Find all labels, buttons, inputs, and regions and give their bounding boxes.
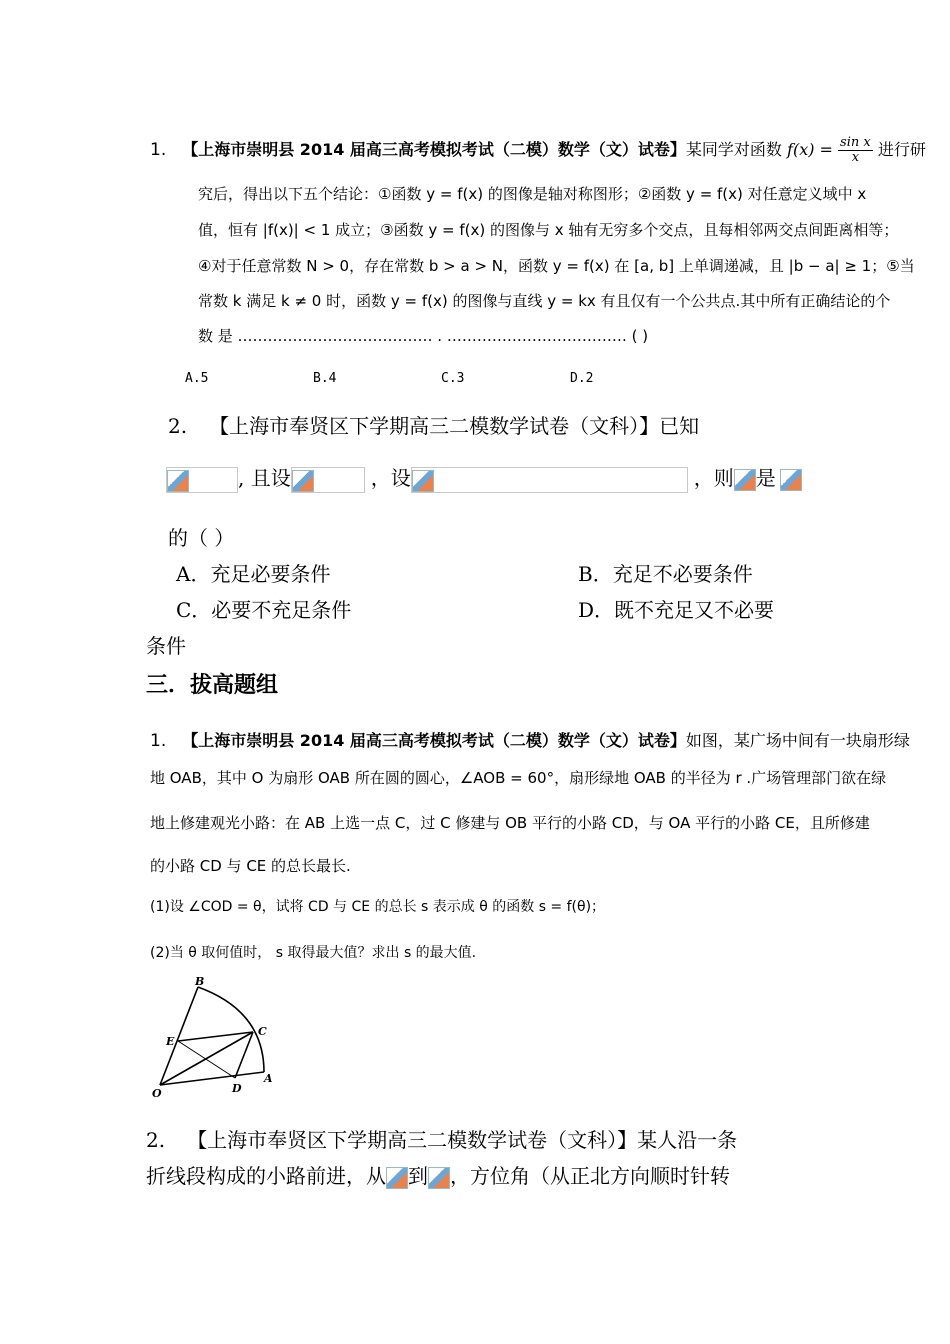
q1-option-d: D.2 [570,371,594,386]
sector-figure [140,975,290,1100]
p2-text-2c: ，方位角（从正北方向顺时针转 [450,1164,730,1188]
label-a: A [264,1072,273,1085]
radius-oa [160,1072,264,1085]
q1-fraction: $\frac{\text{sin x}}{x}$ [840,135,871,165]
q1-line5: 常数 k 满足 k ≠ 0 时，函数 y = f(x) 的图像与直线 y = kx 有且仅有一个公共点.其中所有正确结论的个 [198,292,891,310]
q1-intro: 某同学对函数 [685,140,782,159]
p2-text-2b: 到 [408,1164,428,1188]
q2-option-d: D．既不充足又不必要 [578,598,775,622]
segment-cd [235,1032,253,1078]
q1-option-c: C.3 [441,371,465,386]
q1-line6: 数 是 ………………………………… . ……………………………… ( ) [198,327,649,345]
p1-sub2: (2)当 θ 取何值时， s 取得最大值？求出 s 的最大值. [150,945,477,961]
q2-let: ，设 [370,466,411,490]
p1-line2: 地 OAB，其中 O 为扇形 OAB 所在圆的圆心，∠AOB = 60°，扇形绿地 OAB 的半径为 r .广场管理部门欲在绿 [150,769,887,787]
arc-ab [198,987,264,1072]
formula-image-box-1 [166,467,238,493]
q2-and-let: , 且设 [238,466,291,490]
q2-line2 [166,462,802,493]
q2-is: 是 [755,466,776,490]
image-placeholder-icon [428,1167,450,1189]
q2-option-a: A．充足必要条件 [176,562,331,586]
p2-line2 [146,1160,730,1189]
label-c: C [258,1025,267,1038]
q2-option-c: C．必要不充足条件 [176,598,352,622]
q1-line2: 究后，得出以下五个结论：①函数 y = f(x) 的图像是轴对称图形；②函数 y = f(x) 对任意定义域中 x [198,185,867,203]
q1-line4: ④对于任意常数 N > 0，存在常数 b > a > N，函数 y = f(x) 在 [a, b] 上单调递减，且 |b − a| ≥ 1；⑤当 [198,257,915,275]
q2-option-b: B．充足不必要条件 [578,562,753,586]
q1-intro-tail: 进行研 [877,140,926,159]
image-placeholder-icon [386,1167,408,1189]
p1-line3: 地上修建观光小路：在 AB 上选一点 C，过 C 修建与 OB 平行的小路 CD，与 OA 平行的小路 CE，且所修建 [150,814,870,832]
section-title: 三．拔高题组 [146,673,279,698]
p2-line1 [146,1124,737,1153]
p1-line4: 的小路 CD 与 CE 的总长最长. [150,857,351,875]
image-placeholder-icon [412,470,434,492]
image-placeholder-icon [734,469,756,491]
p1-source: 【上海市崇明县 2014 届高三高考模拟考试（二模）数学（文）试卷】 [182,731,686,750]
p1-sub1: (1)设 ∠COD = θ，试将 CD 与 CE 的总长 s 表示成 θ 的函数 s = f(θ)； [150,899,606,915]
q1-line3: 值，恒有 |f(x)| < 1 成立；③函数 y = f(x) 的图像与 x 轴有无穷多个交点，且每相邻两交点间距离相等； [198,221,899,239]
p1-line1 [150,728,910,751]
p2-text-1: 【上海市奉贤区下学期高三二模数学试卷（文科）】某人沿一条 [187,1128,738,1152]
formula-image-box-3 [411,467,688,493]
q1-line1 [150,136,926,165]
image-placeholder-icon [780,469,802,491]
q1-option-b: B.4 [313,371,337,386]
q2-option-d-cont: 条件 [146,634,186,658]
q1-func-lhs: f(x) = [787,140,833,159]
q1-source: 【上海市崇明县 2014 届高三高考模拟考试（二模）数学（文）试卷】 [182,140,686,159]
q1-number: 1. [150,140,167,160]
label-o: O [152,1087,162,1100]
label-d: D [232,1082,242,1095]
label-e: E [166,1035,175,1048]
label-b: B [195,975,205,988]
image-placeholder-icon [292,470,314,492]
image-placeholder-icon [167,470,189,492]
p1-number: 1. [150,731,167,751]
q2-number: 2. [168,414,188,438]
q2-of-blank: 的（ ） [168,526,235,550]
q2-then: ，则 [693,466,734,490]
p1-intro: 如图，某广场中间有一块扇形绿 [685,731,910,750]
formula-image-box-2 [291,467,365,493]
q2-source: 【上海市奉贤区下学期高三二模数学试卷（文科）】已知 [209,414,700,438]
q1-option-a: A.5 [185,371,209,386]
p2-text-2a: 折线段构成的小路前进，从 [146,1164,386,1188]
segment-ce [178,1032,253,1041]
p2-number: 2. [146,1128,166,1152]
q2-line1 [168,410,699,439]
